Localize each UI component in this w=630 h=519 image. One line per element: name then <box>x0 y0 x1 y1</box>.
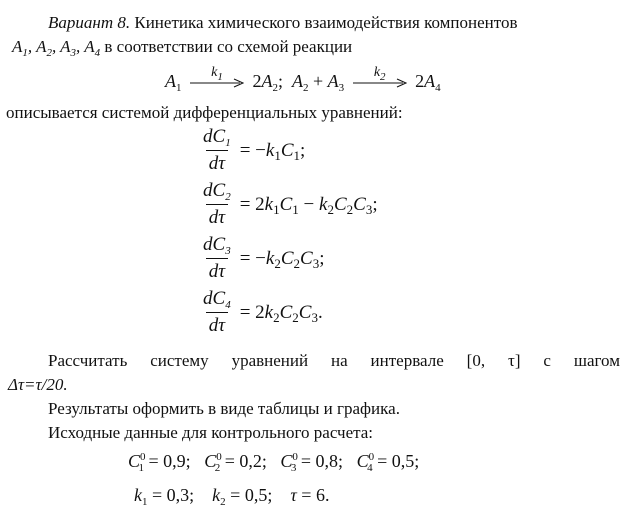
equation-4: $\frac{dC_4}{d\tau}$ = $2k_2C_2C_3$. <box>203 288 323 336</box>
c4-value: 0,5 <box>391 451 415 471</box>
task-line-4: Исходные данные для контрольного расчета: <box>48 423 374 442</box>
components-list: $A_1$, $A_2$, $A_3$, $A_4$ <box>12 37 101 59</box>
k1-value: 0,3 <box>166 485 190 505</box>
equation-2: $\frac{dC_2}{d\tau}$ = $2k_1C_1 - k_2C_2C_3$; <box>203 180 378 228</box>
tau-value: 6 <box>315 485 325 505</box>
c2-value: 0,2 <box>239 451 262 471</box>
intro-title: Кинетика химического взаимодействия компонентов <box>134 13 518 32</box>
constants: $k_1 = 0,3$; $k_2 = 0,5$; τ = 6. <box>134 485 330 508</box>
c1-value: 0,9 <box>163 451 186 471</box>
initial-values: $C^0_1 = 0,9$; $C^0_2 = 0,2$; $C^0_3 = 0,8$; $C^0_4 = 0,5$; <box>128 451 420 474</box>
c3-value: 0,8 <box>315 451 339 471</box>
reaction-scheme: $A_1$ $k_1$ $2A_2$; $A_2 + A_3$ $k_2$ $2A_4$ <box>165 64 441 94</box>
components-line <box>12 36 352 58</box>
described-text: описывается системой дифференциальных уравнений: <box>6 103 403 122</box>
equation-3: $\frac{dC_3}{d\tau}$ = $-k_2C_2C_3$; <box>203 234 325 282</box>
equation-1: $\frac{dC_1}{d\tau}$ = $-k_1C_1$; <box>203 126 306 174</box>
task-line-3: Результаты оформить в виде таблицы и графика. <box>48 399 400 418</box>
variant-label: Вариант 8. <box>48 13 131 32</box>
task-line-2: Δτ=τ/20. <box>8 375 68 394</box>
intro-line <box>48 12 518 34</box>
reaction-arrow-1: $k_1$ <box>190 78 244 88</box>
components-text: в соответствии со схемой реакции <box>104 37 353 56</box>
reaction-arrow-2: $k_2$ <box>353 78 407 88</box>
task-line-1: Рассчитать системy уравнений на интервале [0, τ] с шагом <box>48 351 620 370</box>
k2-value: 0,5 <box>244 485 268 505</box>
